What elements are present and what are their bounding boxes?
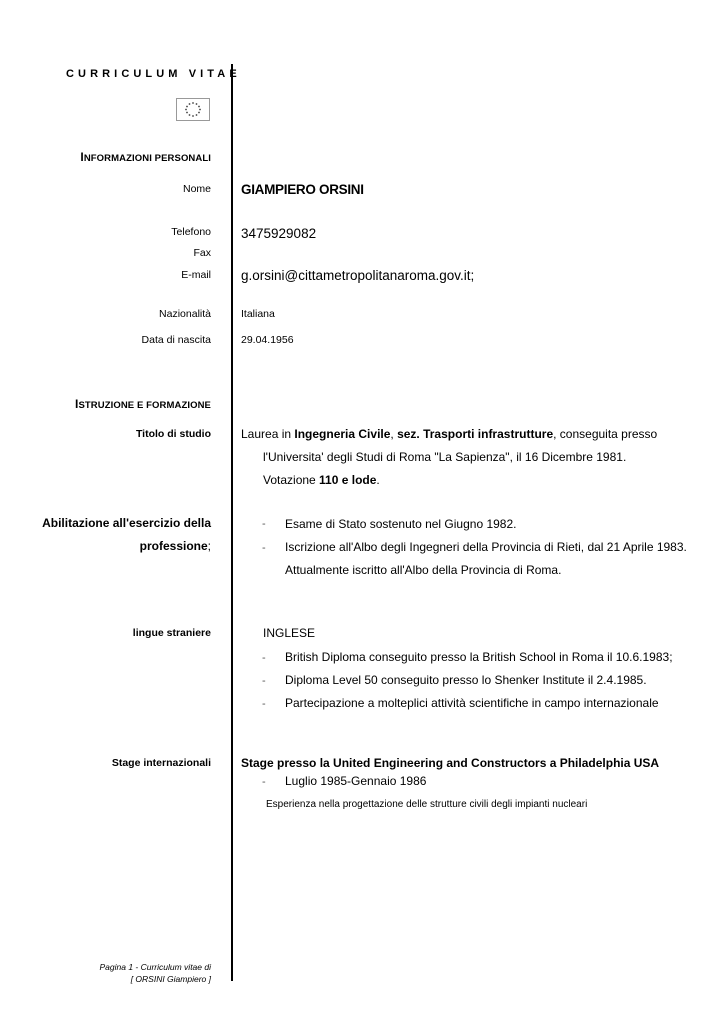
footer-line-1: Pagina 1 - Curriculum vitae di (99, 962, 211, 972)
section-personal-info: INFORMAZIONI PERSONALI (80, 150, 211, 164)
name-value: GIAMPIERO ORSINI (241, 182, 364, 197)
language-item: Diploma Level 50 conseguito presso lo Shenker Institute il 2.4.1985. (285, 673, 647, 687)
dash-bullet-icon: - (262, 542, 266, 554)
phone-label: Telefono (171, 226, 211, 238)
qualification-label-2: professione; (139, 539, 211, 553)
dash-bullet-icon: - (262, 518, 266, 530)
degree-label: Titolo di studio (135, 428, 211, 440)
languages-label: lingue straniere (132, 627, 211, 639)
degree-line-1: Laurea in Ingegneria Civile, sez. Trasporti infrastrutture, conseguita presso (241, 427, 658, 441)
nationality-label: Nazionalità (159, 308, 211, 320)
internship-description: Esperienza nella progettazione delle strutture civili degli impianti nucleari (266, 799, 588, 810)
email-value: g.orsini@cittametropolitanaroma.gov.it; (241, 268, 475, 283)
internship-period: Luglio 1985-Gennaio 1986 (285, 774, 427, 788)
dash-bullet-icon: - (262, 675, 266, 687)
vertical-divider (231, 64, 233, 981)
dash-bullet-icon: - (262, 698, 266, 710)
dash-bullet-icon: - (262, 652, 266, 664)
page-footer (100, 961, 212, 985)
eu-stars-icon (177, 99, 209, 120)
qualification-note: Attualmente iscritto all'Albo della Provincia di Roma. (285, 563, 562, 577)
birth-value: 29.04.1956 (241, 334, 294, 346)
dash-bullet-icon: - (262, 776, 266, 788)
language-item: Partecipazione a molteplici attività scientifiche in campo internazionale (285, 696, 659, 710)
eu-flag-logo (176, 98, 210, 121)
email-label: E-mail (181, 269, 211, 281)
cv-title: CURRICULUM VITAE (66, 68, 241, 80)
fax-label: Fax (193, 247, 211, 259)
qualification-label-1: Abilitazione all'esercizio della (42, 516, 211, 530)
nationality-value: Italiana (241, 308, 275, 320)
internship-title: Stage presso la United Engineering and Constructors a Philadelphia USA (241, 756, 660, 770)
qualification-item: Iscrizione all'Albo degli Ingegneri della Provincia di Rieti, dal 21 Aprile 1983. (285, 540, 687, 554)
internship-label: Stage internazionali (111, 757, 211, 769)
language-name: INGLESE (263, 626, 316, 640)
degree-line-3: Votazione 110 e lode. (263, 473, 380, 487)
birth-label: Data di nascita (141, 334, 211, 346)
phone-value: 3475929082 (241, 226, 317, 241)
language-item: British Diploma conseguito presso la British School in Roma il 10.6.1983; (285, 650, 673, 664)
qualification-item: Esame di Stato sostenuto nel Giugno 1982. (285, 517, 517, 531)
section-education: ISTRUZIONE E FORMAZIONE (75, 397, 211, 411)
degree-line-2: l'Universita' degli Studi di Roma "La Sapienza", il 16 Dicembre 1981. (263, 450, 627, 464)
name-label: Nome (182, 183, 211, 195)
footer-line-2: [ ORSINI Giampiero ] (130, 974, 211, 984)
